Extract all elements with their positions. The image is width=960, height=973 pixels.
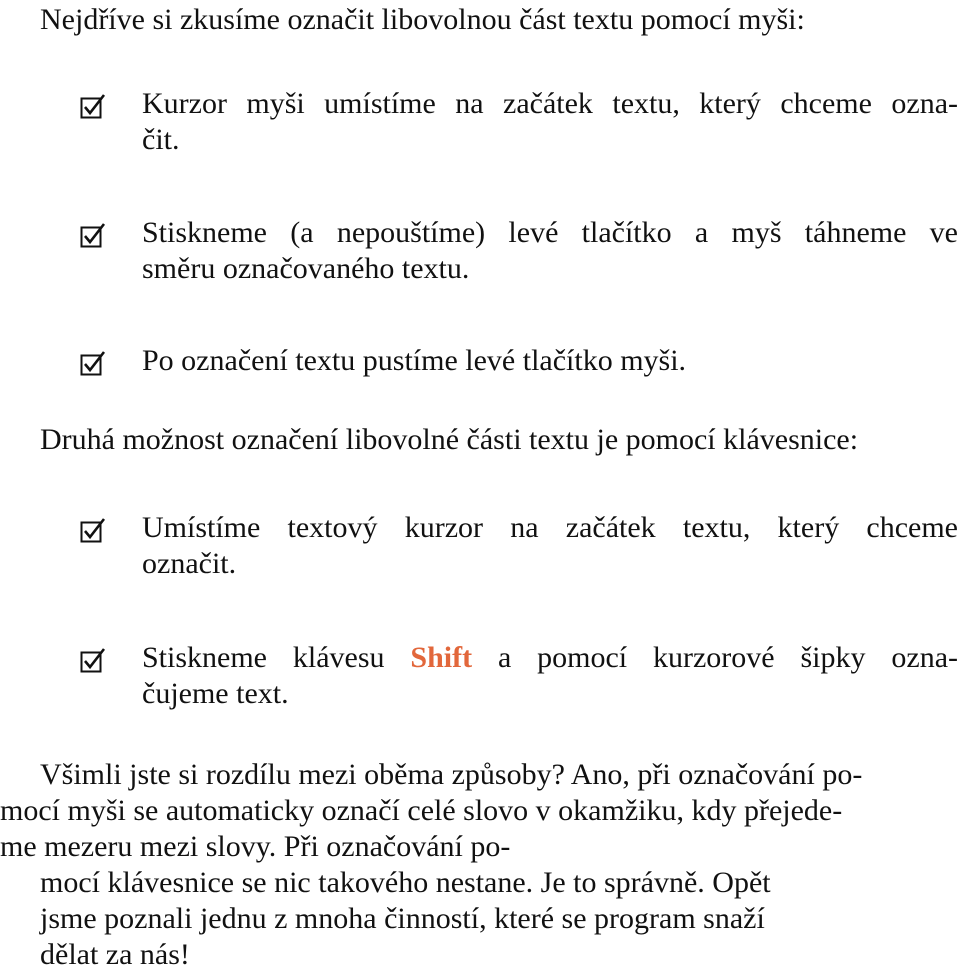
paragraph-line: mocí myši se automaticky označí celé slovo v okamžiku, kdy přejede- xyxy=(0,794,843,827)
list-item-text: čujeme text. xyxy=(142,677,289,710)
list-item xyxy=(80,510,958,582)
list-item xyxy=(80,640,958,712)
section2-intro: Druhá možnost označení libovolné části textu je pomocí klávesnice: xyxy=(40,423,859,456)
checkbox-checked-icon xyxy=(80,517,106,543)
checkbox-checked-icon xyxy=(80,647,106,673)
paragraph-line: dělat za nás! xyxy=(40,938,190,971)
list-item-text: Po označení textu pustíme levé tlačítko myši. xyxy=(142,344,687,377)
paragraph-line: jsme poznali jednu z mnoha činností, které se program snaží xyxy=(40,902,765,935)
paragraph-line: me mezeru mezi slovy. Při označování po- xyxy=(0,830,511,863)
paragraph-line: Všimli jste si rozdílu mezi oběma způsoby? Ano, při označování po- xyxy=(40,758,863,791)
shift-key-label: Shift xyxy=(410,641,473,674)
list-item xyxy=(80,343,958,379)
list-item xyxy=(80,215,958,287)
list-item xyxy=(80,86,958,158)
list-item-text: čit. xyxy=(142,123,180,156)
list-item-text: Stiskneme (a nepouštíme) levé tlačítko a myš táhneme ve xyxy=(142,216,958,249)
checkbox-checked-icon xyxy=(80,222,106,248)
list-item-text xyxy=(142,640,958,676)
text-before-key: Stiskneme klávesu xyxy=(142,641,411,674)
list-item-text: označit. xyxy=(142,547,237,580)
list-item-text: Umístíme textový kurzor na začátek textu, který chceme xyxy=(142,511,958,544)
paragraph-line: mocí klávesnice se nic takového nestane. Je to správně. Opět xyxy=(40,866,771,899)
section1-intro: Nejdříve si zkusíme označit libovolnou část textu pomocí myši: xyxy=(40,3,805,36)
checkbox-checked-icon xyxy=(80,93,106,119)
checkbox-checked-icon xyxy=(80,350,106,376)
list-item-text: Kurzor myši umístíme na začátek textu, který chceme ozna- xyxy=(142,87,958,120)
closing-paragraph xyxy=(0,757,958,973)
list-item-text: směru označovaného textu. xyxy=(142,252,470,285)
text-after-key: a pomocí kurzorové šipky ozna- xyxy=(472,641,958,674)
